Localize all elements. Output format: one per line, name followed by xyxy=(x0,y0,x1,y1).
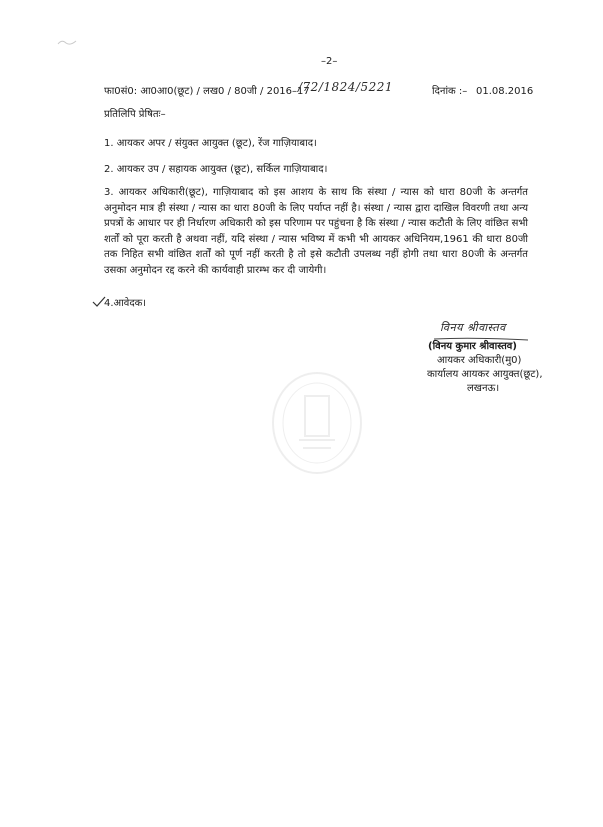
margin-mark-icon xyxy=(56,38,80,48)
emblem-seal-watermark xyxy=(268,368,366,478)
date-value: 01.08.2016 xyxy=(476,86,534,97)
date-label: दिनांक :– xyxy=(432,86,468,97)
instruction-paragraph: 3. आयकर अधिकारी(छूट), गाज़ियाबाद को इस आशय के साथ कि संस्था / न्यास को धारा 80जी के अन्तर्गत अनुमोदन मात्र ही संस्था / न्यास का धारा 80जी के लिए पर्याप्त नहीं है। संस्था / न्यास द्वारा दाखिल विवरणी तथा अन्य प्रपत्रों के आधार पर ही निर्धारण अधिकारी को इस परिणाम पर पहुंचना है कि संस्था / न्यास कटौती के लिए वांछित सभी शर्तों को पूरा करती है अथवा नहीं, यदि संस्था / न्यास भविष्य में कभी भी आयकर अधिनियम,1961 की धारा 80जी तक निहित सभी वांछित शर्तों को पूर्ण नहीं करती है तो इसे कटौती उपलब्ध नहीं होगी तथा धारा 80जी के अन्तर्गत उसका अनुमोदन रद्द करने की कार्यवाही प्रारम्भ कर दी जायेगी। xyxy=(104,187,529,276)
list-item: 1. आयकर अपर / संयुक्त आयुक्त (छूट), रेंज गाज़ियाबाद। xyxy=(104,138,317,149)
page-number: –2– xyxy=(321,56,338,67)
signatory-name: (विनय कुमार श्रीवास्तव) xyxy=(428,341,517,352)
list-item: 2. आयकर उप / सहायक आयुक्त (छूट), सर्किल गाज़ियाबाद। xyxy=(104,164,328,175)
handwritten-reference: /72/1824/5221 xyxy=(298,80,393,94)
copy-to-heading: प्रतिलिपि प्रेषितः– xyxy=(104,109,166,120)
signatory-designation: आयकर अधिकारी(मु0) xyxy=(437,355,522,366)
list-item: 4.आवेदक। xyxy=(104,298,147,309)
signatory-city: लखनऊ। xyxy=(467,383,500,394)
signature-scrawl: विनय श्रीवास्तव xyxy=(440,321,506,334)
signatory-office: कार्यालय आयकर आयुक्त(छूट), xyxy=(427,369,543,380)
file-reference: फा0सं0: आ0आ0(छूट) / लख0 / 80जी / 2016–17 xyxy=(104,86,310,97)
